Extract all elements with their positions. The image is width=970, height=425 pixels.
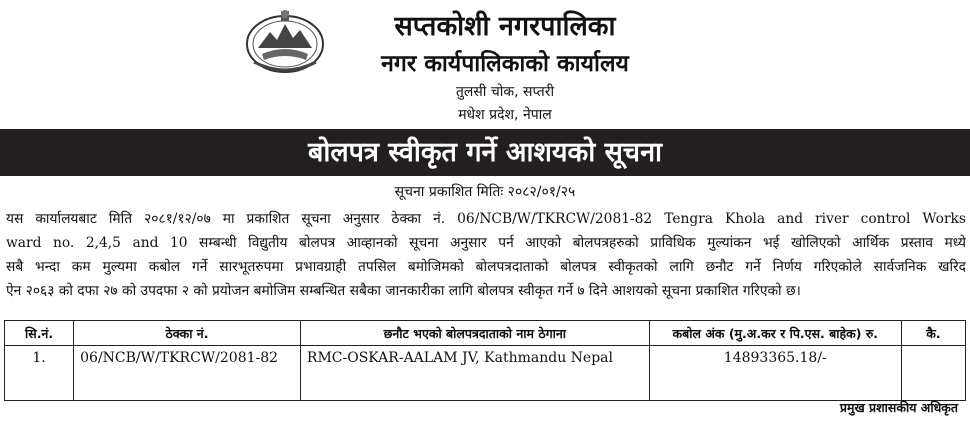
col-header-amount: कबोल अंक (मु.अ.कर र पि.एस. बाहेक) रु. [649, 321, 901, 346]
cell-remarks [901, 346, 965, 401]
signatory-title: प्रमुख प्रशासकीय अधिकृत [839, 400, 958, 415]
office-name: नगर कार्यपालिकाको कार्यालय [381, 51, 629, 77]
notice-body-line: सबै भन्दा कम मुल्यमा कबोल गर्ने सारभूतरुपमा प्रभावग्राही तपसिल बमोजिमको बोलपत्रदाताको बोलपत्र स्वीकृतको लागि छनौट गर्ने निर्णय गरिएकोले सार्वजनिक खरिद [6, 259, 966, 275]
cell-serial: 1. [5, 346, 74, 401]
cell-amount: 14893365.18/- [649, 346, 901, 401]
col-header-serial: सि.नं. [5, 321, 74, 346]
notice-title-banner: बोलपत्र स्वीकृत गर्ने आशयको सूचना [0, 129, 970, 176]
col-header-contract-no: ठेक्का नं. [74, 321, 301, 346]
notice-body [6, 207, 966, 303]
table-header-row [5, 321, 966, 346]
address-line-2: मधेश प्रदेश, नेपाल [458, 107, 552, 123]
col-header-remarks: कै. [901, 321, 965, 346]
col-header-bidder: छनौट भएको बोलपत्रदाताको नाम ठेगाना [300, 321, 649, 346]
published-date: सूचना प्रकाशित मितिः २०८२/०१/२५ [394, 184, 576, 200]
notice-body-line: यस कार्यालयबाट मिति २०८१/१२/०७ मा प्रकाशित सूचना अनुसार ठेक्का नं. 06/NCB/W/TKRCW/2081-82 Tengra Khola and river control Works [6, 211, 966, 227]
org-name: सप्तकोशी नगरपालिका [394, 11, 616, 42]
cell-contract-no: 06/NCB/W/TKRCW/2081-82 [74, 346, 301, 401]
address-line-1: तुलसी चोक, सप्तरी [455, 84, 555, 100]
table-row [5, 346, 966, 401]
cell-bidder: RMC-OSKAR-AALAM JV, Kathmandu Nepal [300, 346, 649, 401]
notice-body-line: ऐन २०६३ को दफा २७ को उपदफा २ को प्रयोजन बमोजिम सम्बन्धित सबैका जानकारीका लागि बोलपत्र स्वीकृत गर्ने ७ दिने आशयको सूचना प्रकाशित गरिएको छ। [6, 283, 801, 299]
notice-body-line: ward no. 2,4,5 and 10 सम्बन्धी विद्युतीय बोलपत्र आव्हानको सूचना अनुसार पर्न आएको बोलपत्रहरुको प्राविधिक मुल्यांकन भई खोलिएको आर्थिक प्रस्ताव मध्ये [6, 235, 966, 251]
selected-bidder-table [4, 320, 966, 401]
